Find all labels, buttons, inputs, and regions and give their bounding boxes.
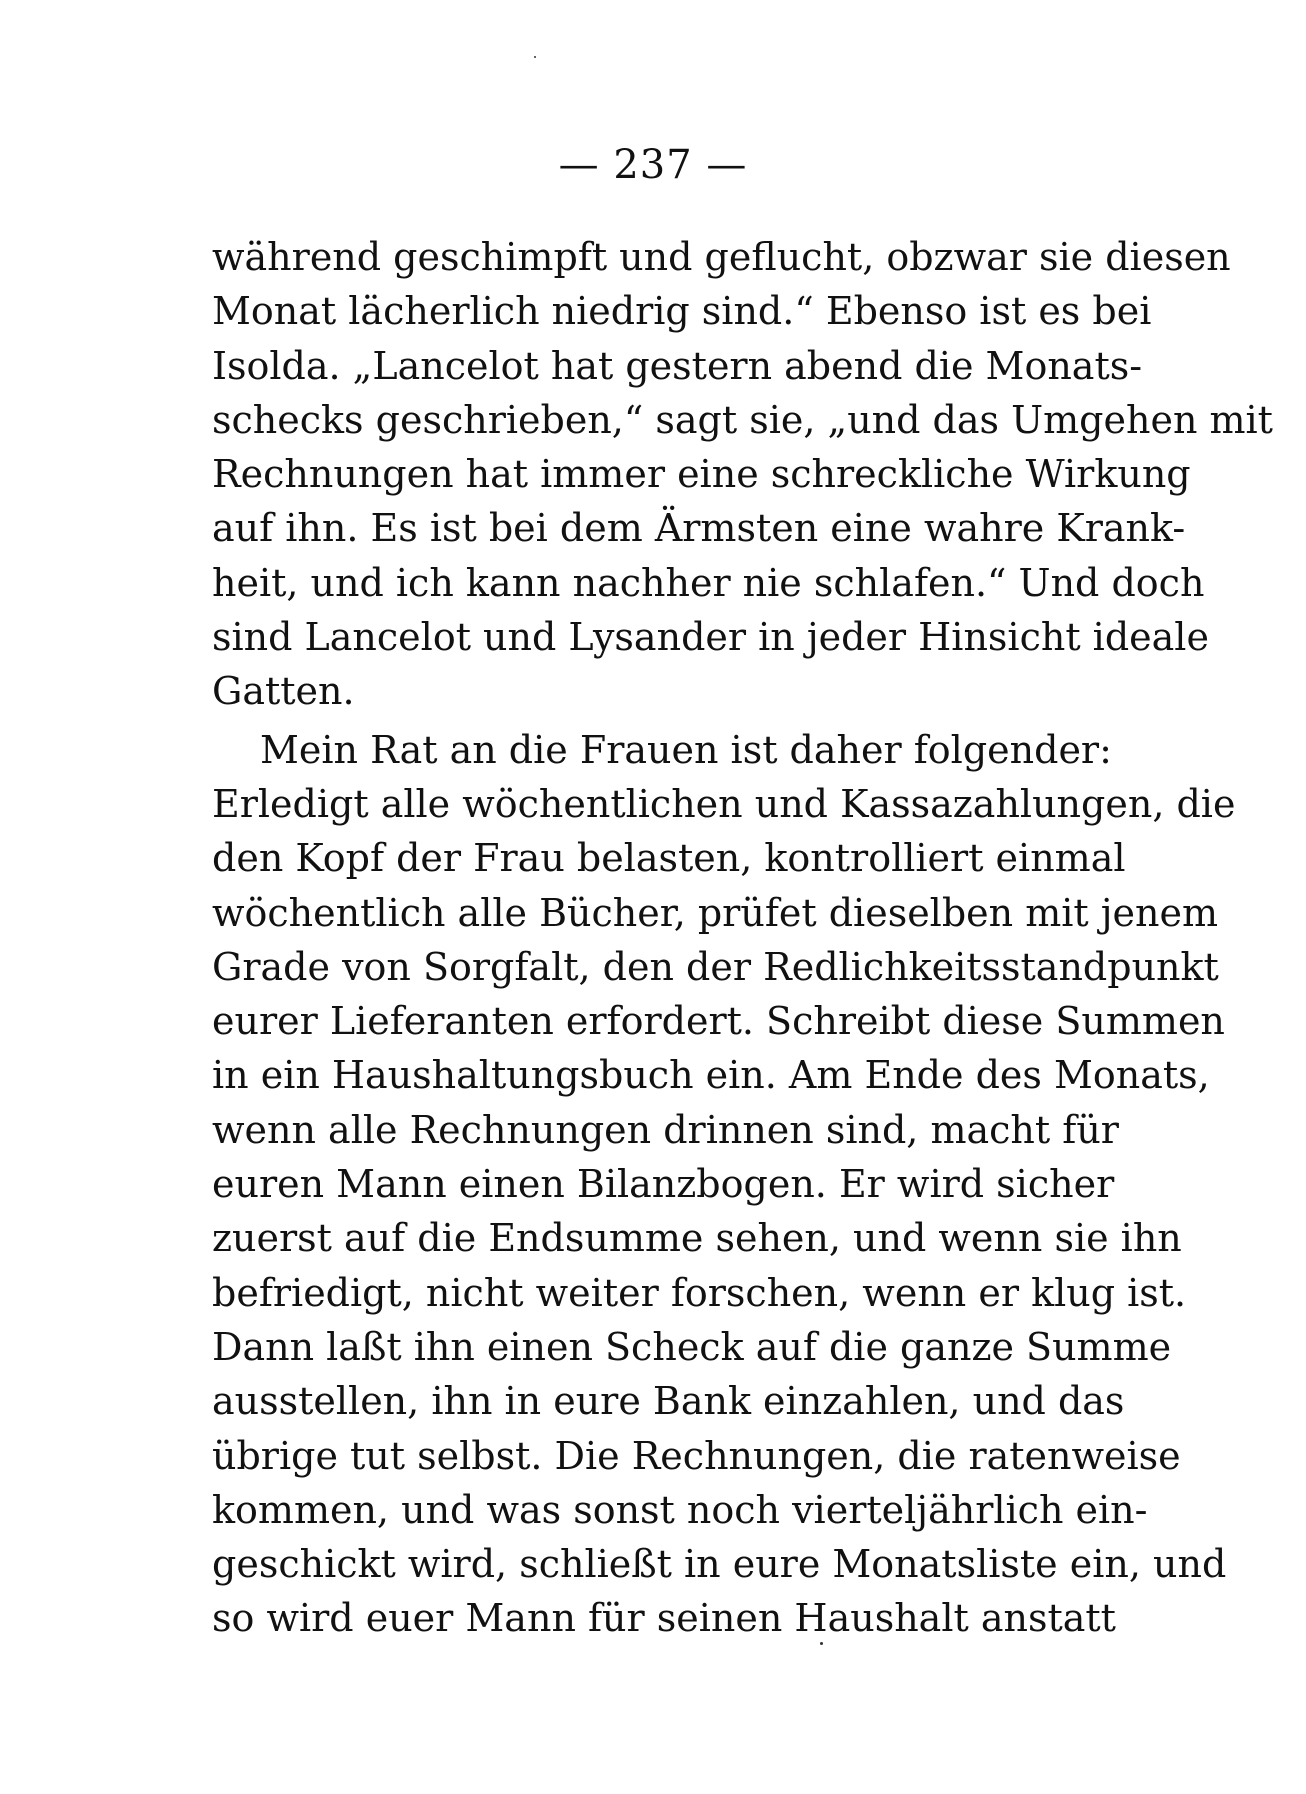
text-line: Monat lächerlich niedrig sind.“ Ebenso ist es bei: [212, 289, 1152, 334]
text-line: während geschimpft und geflucht, obzwar sie diesen: [212, 235, 1231, 279]
text-line: kommen, und was sonst noch vierteljährlich ein-: [212, 1487, 1148, 1532]
paragraph-2: [212, 723, 1236, 1646]
text-line: ausstellen, ihn in eure Bank einzahlen, und das: [212, 1379, 1125, 1424]
text-line: Dann laßt ihn einen Scheck auf die ganze Summe: [212, 1324, 1172, 1369]
text-line: auf ihn. Es ist bei dem Ärmsten eine wahre Krank-: [212, 506, 1186, 551]
text-line: so wird euer Mann für seinen Haushalt anstatt: [212, 1596, 1116, 1641]
text-line: übrige tut selbst. Die Rechnungen, die ratenweise: [212, 1433, 1181, 1478]
text-line: euren Mann einen Bilanzbogen. Er wird sicher: [212, 1162, 1115, 1207]
text-line: zuerst auf die Endsumme sehen, und wenn sie ihn: [212, 1216, 1182, 1261]
text-line: schecks geschrieben,“ sagt sie, „und das Umgehen mit: [212, 397, 1273, 442]
text-line: Mein Rat an die Frauen ist daher folgender:: [260, 727, 1112, 772]
text-line: Isolda. „Lancelot hat gestern abend die Monats-: [212, 343, 1143, 388]
text-line: sind Lancelot und Lysander in jeder Hinsicht ideale: [212, 615, 1209, 660]
text-line: wenn alle Rechnungen drinnen sind, macht für: [212, 1107, 1119, 1152]
text-line: Erledigt alle wöchentlichen und Kassazahlungen, die: [212, 781, 1236, 826]
paper-speck: [820, 1642, 823, 1645]
text-line: heit, und ich kann nachher nie schlafen.“ Und doch: [212, 560, 1205, 605]
text-line: Grade von Sorgfalt, den der Redlichkeitsstandpunkt: [212, 944, 1219, 989]
text-line: Gatten.: [212, 669, 355, 714]
text-line: eurer Lieferanten erfordert. Schreibt diese Summen: [212, 999, 1225, 1044]
text-line: in ein Haushaltungsbuch ein. Am Ende des Monats,: [212, 1053, 1210, 1098]
text-line: geschickt wird, schließt in eure Monatsliste ein, und: [212, 1542, 1227, 1587]
text-line: befriedigt, nicht weiter forschen, wenn er klug ist.: [212, 1270, 1187, 1315]
paragraph-1: [212, 230, 1273, 719]
text-line: wöchentlich alle Bücher, prüfet dieselben mit jenem: [212, 890, 1218, 935]
text-line: den Kopf der Frau belasten, kontrolliert einmal: [212, 836, 1126, 881]
page-number: — 237 —: [558, 142, 748, 188]
body-text: [212, 230, 1273, 1646]
text-line: Rechnungen hat immer eine schreckliche Wirkung: [212, 452, 1191, 497]
paper-speck: [534, 56, 536, 58]
